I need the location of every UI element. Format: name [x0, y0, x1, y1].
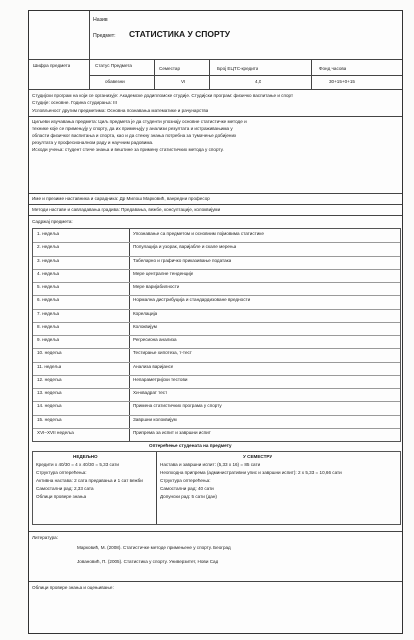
- obligation-right: Допунски рад: 5 сати (дан): [160, 494, 217, 499]
- obligation-right: Неопходна припрема (административни упис и завршни испит): 2 х 5,33 = 10,66 сати: [160, 470, 342, 475]
- week-topic: Регресиона анализа: [133, 337, 177, 342]
- intro-line: Студије: основне. Година студирања: III: [32, 100, 117, 105]
- semester-label: Семестар: [159, 66, 181, 71]
- week-topic: Примена статистичких програма у спорту: [133, 403, 222, 409]
- obligation-left: Самостални рад: 2,33 сата: [36, 486, 94, 491]
- divider: [29, 116, 402, 117]
- subject-label: Предмет:: [93, 33, 116, 39]
- subject-title: СТАТИСТИКА У СПОРТУ: [129, 31, 231, 37]
- method-line: Методи наставе и савладавања градива: Предавања, вежбе, консултације, колоквијуми: [32, 207, 221, 212]
- week-topic: Тестирање хипотеза, т-тест: [133, 350, 192, 356]
- divider: [33, 295, 400, 296]
- semester-value: VI: [181, 79, 186, 84]
- literature-item: Марковић, М. (2008). Статистичке методе примењене у спорту. Београд: [77, 545, 231, 550]
- week-label: 6. недеља: [37, 297, 60, 303]
- divider: [29, 89, 402, 90]
- week-topic: Мере варијабилности: [133, 284, 180, 289]
- divider: [89, 75, 402, 76]
- fund-label: Фонд часова: [319, 66, 347, 71]
- divider: [154, 59, 155, 89]
- divider: [209, 59, 210, 89]
- divider: [33, 348, 400, 349]
- content-title: Садржај предмета:: [32, 219, 73, 224]
- week-label: 11. недеља: [37, 363, 62, 369]
- divider: [29, 581, 402, 582]
- obligations-table: [32, 451, 401, 525]
- obligation-right: Настава и завршни испит: (5,33 х 16) = 85 сати: [160, 462, 261, 467]
- divider: [29, 193, 402, 194]
- obligation-left: Кредити х 40/30 = 4 х 40/30 = 5,33 сати: [36, 462, 119, 467]
- week-label: 15. недеља: [37, 416, 62, 422]
- week-label: 8. недеља: [37, 323, 60, 329]
- divider: [29, 531, 402, 532]
- intro-line: Условљеност другим предметима: Основна познавања математике и рачунарства: [32, 108, 209, 113]
- week-topic: Хи-квадрат тест: [133, 390, 168, 395]
- divider: [33, 428, 400, 429]
- week-label: 3. недеља: [37, 257, 60, 263]
- intro-line: Студијски програм на који се организује: Академске додипломске студије. Студијски програм: физичко васпитање и спорт: [32, 93, 294, 98]
- literature-item: Јовановић, П. (2005). Статистика у спорту. Универзитет, Нови Сад: [77, 559, 219, 564]
- ects-value: 4,0: [255, 79, 262, 84]
- goal-line: области физичког васпитања и спорта, као и да стекну знања потребна за тумачење добијених: [32, 133, 237, 138]
- divider: [33, 415, 400, 416]
- week-label: 9. недеља: [37, 337, 60, 342]
- divider: [33, 282, 400, 283]
- goal-line: Исходи учења: студент стиче знања и вештине за примену статистичких метода у спорту.: [32, 147, 224, 152]
- week-topic: Колоквијум: [133, 323, 157, 329]
- obligations-left-title: НЕДЕЉНО: [73, 454, 98, 459]
- week-topic: Непараметријски тестови: [133, 376, 188, 382]
- ects-label: Број ЕЦТС-кредита: [217, 66, 259, 71]
- week-topic: Корелација: [133, 310, 158, 316]
- divider: [33, 375, 400, 376]
- week-label: 1. недеља: [37, 231, 60, 236]
- week-label: 2. недеља: [37, 244, 60, 250]
- divider: [33, 335, 400, 336]
- obligation-left: Активна настава: 2 сата предавања и 1 сат вежби: [36, 478, 143, 483]
- week-label: 12. недеља: [37, 376, 62, 382]
- divider: [89, 11, 90, 89]
- goal-line: технике које се примењују у спорту, да их примењују у анализи резултата и истраживањима у: [32, 126, 233, 131]
- obligation-right: Самостални рад: 40 сати: [160, 486, 214, 491]
- divider: [29, 59, 402, 60]
- week-topic: Завршни колоквијум: [133, 416, 177, 422]
- week-label: 10. недеља: [37, 350, 62, 356]
- week-topic: Анализа варијансе: [133, 363, 174, 369]
- goal-line: резултата у професионалном раду и научним радовима.: [32, 140, 154, 145]
- divider: [33, 269, 400, 270]
- status-value: обавезни: [105, 79, 125, 84]
- program-label: Шифра предмета: [33, 63, 71, 68]
- week-label: 7. недеља: [37, 310, 60, 316]
- week-label: 13. недеља: [37, 390, 62, 395]
- week-label: 14. недеља: [37, 403, 62, 409]
- status-label: Статус Предмета: [95, 63, 132, 68]
- obligation-right: Структура оптерећења:: [160, 478, 211, 483]
- goal-line: Циљеви изучавања предмета: Циљ предмета је да студенти упознају основне статистичке методе и: [32, 119, 247, 124]
- week-topic: Упознавање са предметом и основним појмовима статистике: [133, 231, 264, 236]
- assessment-line: Облици провере знања и оцењивање:: [32, 585, 114, 590]
- literature-label: Литература:: [32, 535, 58, 540]
- week-label: XVI–XVII недеља: [37, 429, 74, 435]
- obligation-left: Структура оптерећења:: [36, 470, 87, 475]
- week-topic: Мере централне тенденције: [133, 270, 194, 276]
- divider: [33, 256, 400, 257]
- divider: [33, 362, 400, 363]
- week-topic: Популација и узорак, варијабле и скале мерења: [133, 244, 237, 250]
- divider: [311, 59, 312, 89]
- week-label: 4. недеља: [37, 270, 60, 276]
- obligations-title: Оптерећење студената на предмету: [149, 443, 232, 448]
- week-topic: Припрема за испит и завршни испит: [133, 429, 211, 435]
- week-topic: Табеларно и графичко приказивање података: [133, 257, 232, 263]
- obligations-right-title: У СЕМЕСТРУ: [243, 454, 273, 459]
- divider: [33, 242, 400, 243]
- name-label: Назив: [93, 17, 108, 23]
- fund-value: 30+15+0+15: [329, 79, 355, 84]
- divider: [33, 309, 400, 310]
- week-topic: Нормална дистрибуција и стандардизоване вредности: [133, 297, 251, 303]
- divider: [33, 401, 400, 402]
- divider: [156, 452, 157, 524]
- syllabus-sheet: [28, 10, 403, 634]
- obligation-left: Облици провере знања: [36, 494, 87, 499]
- divider: [33, 388, 400, 389]
- weeks-table: [32, 228, 401, 442]
- teacher-line: Име и презиме наставника и сарадника: Др Милош Марковић, ванредни професор: [32, 196, 210, 201]
- divider: [29, 215, 402, 216]
- divider: [29, 204, 402, 205]
- week-label: 5. недеља: [37, 284, 60, 289]
- divider: [33, 322, 400, 323]
